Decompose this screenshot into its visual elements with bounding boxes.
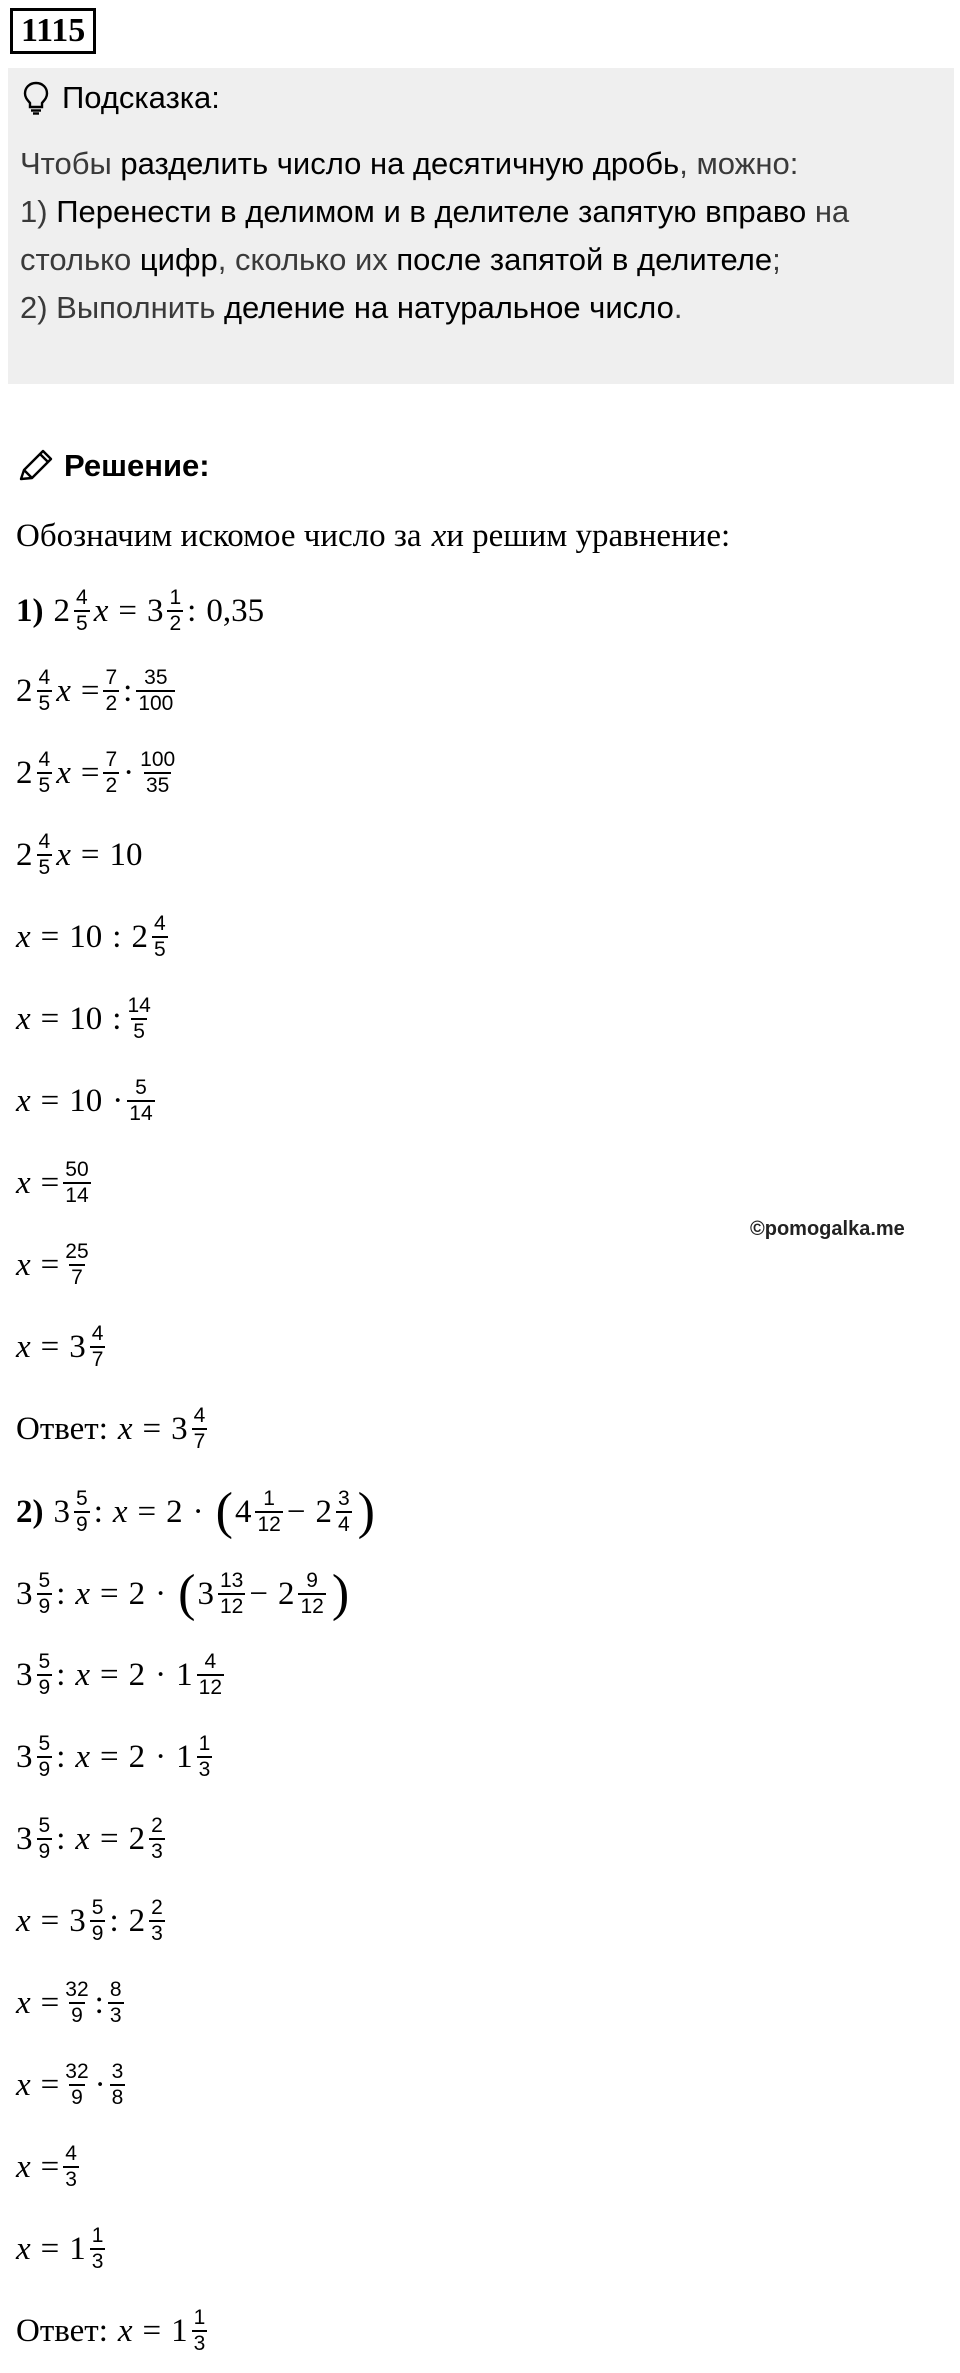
p1-step-9: x = $\frac{25}{7}$ — [16, 1240, 89, 1289]
p2-step-3: 3 $\frac{5}{9}$ : x = 2 · 1 $\frac{4}{12}$ — [16, 1650, 222, 1699]
solution-header — [16, 448, 210, 484]
p1-step-10: x = 3 $\frac{4}{7}$ — [16, 1322, 104, 1371]
p1-step-5: x = 10 : 2 $\frac{4}{5}$ — [16, 912, 166, 961]
p2-step-6: x = 3 $\frac{5}{9}$ : 2 $\frac{2}{3}$ — [16, 1896, 163, 1945]
hint-line-4: 2) Выполнить деление на натуральное число. — [20, 290, 683, 325]
p2-step-2: 3 $\frac{5}{9}$ : x = 2 · ( 3 $\frac{13}{12}$ − 2 $\frac{9}{12}$ ) — [16, 1565, 350, 1622]
p2-answer: Ответ: x = 1 $\frac{1}{3}$ — [16, 2306, 206, 2355]
hint-line-3: столько цифр, сколько их после запятой в делителе; — [20, 242, 781, 277]
lightbulb-icon — [22, 81, 50, 115]
p1-step-4: 2 $\frac{4}{5}$ x = 10 — [16, 830, 143, 879]
intro-line: Обозначим искомое число за x и решим уравнение: — [16, 518, 731, 554]
p2-step-9: x = $\frac{4}{3}$ — [16, 2142, 77, 2191]
p1-step-3: 2 $\frac{4}{5}$ x = $\frac{7}{2}$ · $\frac{100}{35}$ — [16, 748, 176, 797]
p2-step-10: x = 1 $\frac{1}{3}$ — [16, 2224, 104, 2273]
hint-line-2: 1) Перенести в делимом и в делителе запятую вправо на — [20, 194, 850, 229]
p2-step-4: 3 $\frac{5}{9}$ : x = 2 · 1 $\frac{1}{3}$ — [16, 1732, 211, 1781]
solution-title: Решение: — [64, 448, 210, 483]
p2-step-7: x = $\frac{32}{9}$ : $\frac{8}{3}$ — [16, 1978, 122, 2027]
task-number: 1115 — [10, 8, 96, 54]
watermark: ©pomogalka.me — [750, 1218, 905, 1240]
p2-step-1: 2) 3 $\frac{5}{9}$ : x = 2 · ( 4 $\frac{1}{12}$ − 2 $\frac{3}{4}$ ) — [16, 1483, 375, 1540]
p2-step-8: x = $\frac{32}{9}$ · $\frac{3}{8}$ — [16, 2060, 124, 2109]
hint-box — [8, 68, 954, 384]
p1-step-6: x = 10 : $\frac{14}{5}$ — [16, 994, 151, 1043]
p1-step-2: 2 $\frac{4}{5}$ x = $\frac{7}{2}$ : $\frac{35}{100}$ — [16, 666, 174, 715]
hint-header — [22, 80, 220, 116]
p2-step-5: 3 $\frac{5}{9}$ : x = 2 $\frac{2}{3}$ — [16, 1814, 163, 1863]
p1-answer: Ответ: x = 3 $\frac{4}{7}$ — [16, 1404, 206, 1453]
pencil-icon — [16, 448, 54, 484]
p1-step-7: x = 10 · $\frac{5}{14}$ — [16, 1076, 153, 1125]
p1-step-8: x = $\frac{50}{14}$ — [16, 1158, 89, 1207]
p1-step-1: 1) 2 $\frac{4}{5}$ x = 3 $\frac{1}{2}$ : 0,35 — [16, 586, 265, 635]
hint-title: Подсказка: — [62, 80, 220, 115]
hint-line-1: Чтобы разделить число на десятичную дробь, можно: — [20, 146, 799, 181]
